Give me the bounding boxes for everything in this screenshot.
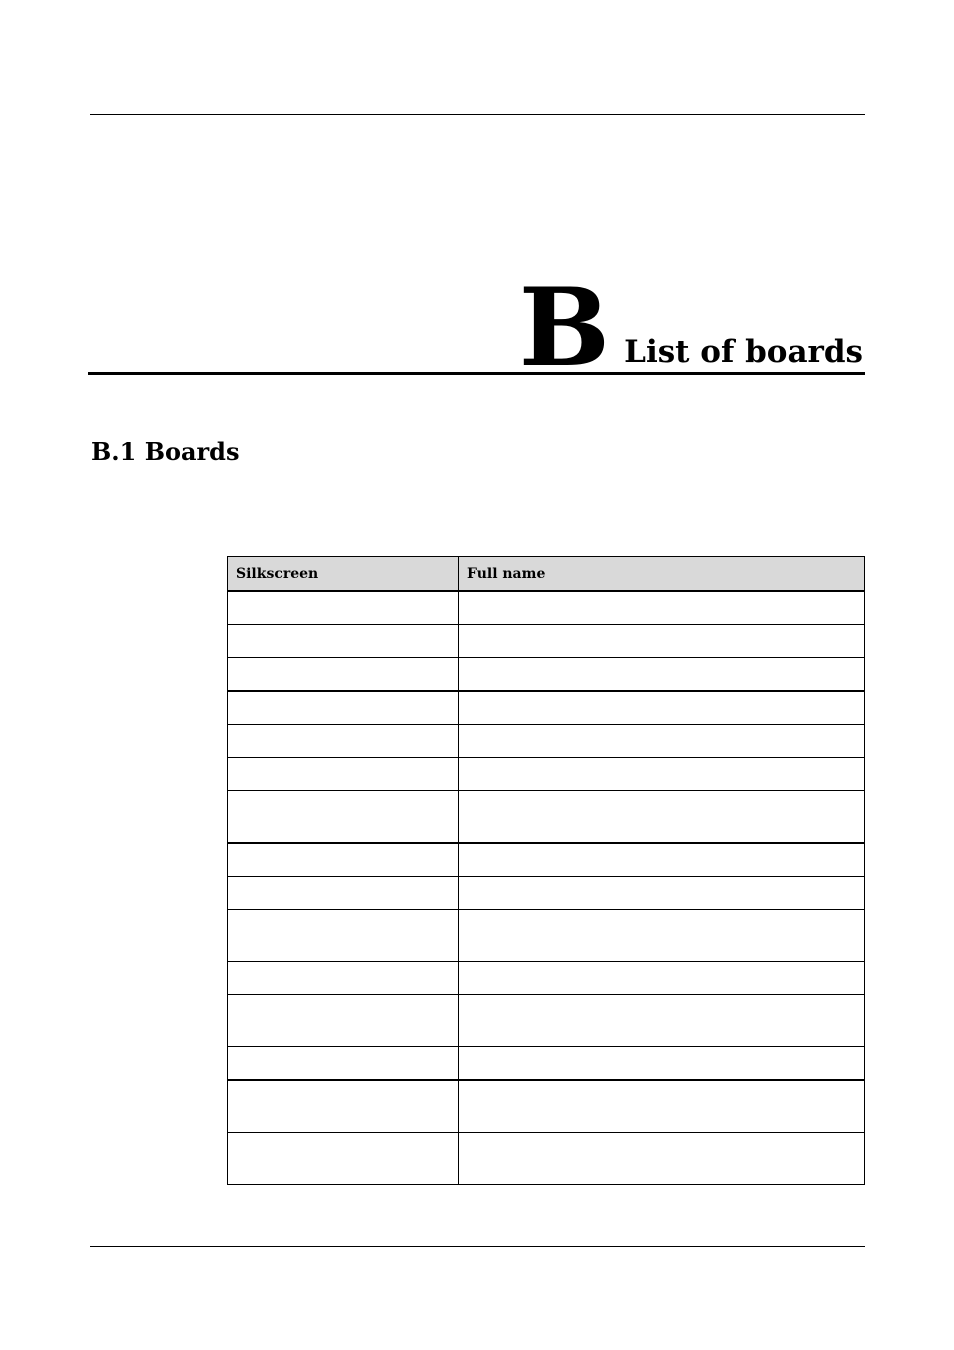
table-cell-full-name: [459, 843, 865, 877]
table-row: [228, 877, 865, 910]
table-cell-silkscreen: [228, 658, 459, 692]
table-cell-full-name: [459, 791, 865, 844]
table-row: [228, 625, 865, 658]
table-cell-full-name: [459, 910, 865, 962]
table-cell-full-name: [459, 995, 865, 1047]
chapter-title: List of boards: [624, 334, 863, 370]
table-cell-full-name: [459, 691, 865, 725]
table-row: [228, 725, 865, 758]
table-cell-silkscreen: [228, 691, 459, 725]
table-cell-silkscreen: [228, 995, 459, 1047]
table-row: [228, 1080, 865, 1133]
chapter-heading: [88, 265, 865, 391]
table-row: [228, 910, 865, 962]
table-cell-silkscreen: [228, 962, 459, 995]
table-header-row: [228, 557, 865, 592]
table-cell-silkscreen: [228, 910, 459, 962]
column-header-full-name: Full name: [459, 557, 865, 592]
chapter-letter: B: [518, 265, 610, 391]
table-cell-silkscreen: [228, 725, 459, 758]
table-cell-full-name: [459, 1080, 865, 1133]
table-row: [228, 791, 865, 844]
table-row: [228, 658, 865, 692]
table-cell-full-name: [459, 625, 865, 658]
table-row: [228, 591, 865, 625]
table-cell-silkscreen: [228, 1047, 459, 1081]
footer-rule: [90, 1246, 865, 1247]
table-cell-silkscreen: [228, 1133, 459, 1185]
table-row: [228, 962, 865, 995]
header-rule: [90, 114, 865, 115]
table-cell-full-name: [459, 877, 865, 910]
table-row: [228, 995, 865, 1047]
table-cell-full-name: [459, 962, 865, 995]
boards-table: [227, 556, 865, 1185]
table-cell-silkscreen: [228, 843, 459, 877]
table-cell-silkscreen: [228, 877, 459, 910]
table-cell-full-name: [459, 591, 865, 625]
table-row: [228, 843, 865, 877]
table-row: [228, 758, 865, 791]
table-cell-silkscreen: [228, 625, 459, 658]
table-cell-silkscreen: [228, 591, 459, 625]
table-cell-silkscreen: [228, 758, 459, 791]
table-row: [228, 1133, 865, 1185]
table-row: [228, 1047, 865, 1081]
table-row: [228, 691, 865, 725]
table-cell-full-name: [459, 658, 865, 692]
table-cell-silkscreen: [228, 1080, 459, 1133]
table-cell-full-name: [459, 725, 865, 758]
section-title: B.1 Boards: [91, 437, 240, 466]
column-header-silkscreen: Silkscreen: [228, 557, 459, 592]
table-cell-full-name: [459, 1047, 865, 1081]
table-cell-silkscreen: [228, 791, 459, 844]
table-cell-full-name: [459, 758, 865, 791]
table-cell-full-name: [459, 1133, 865, 1185]
